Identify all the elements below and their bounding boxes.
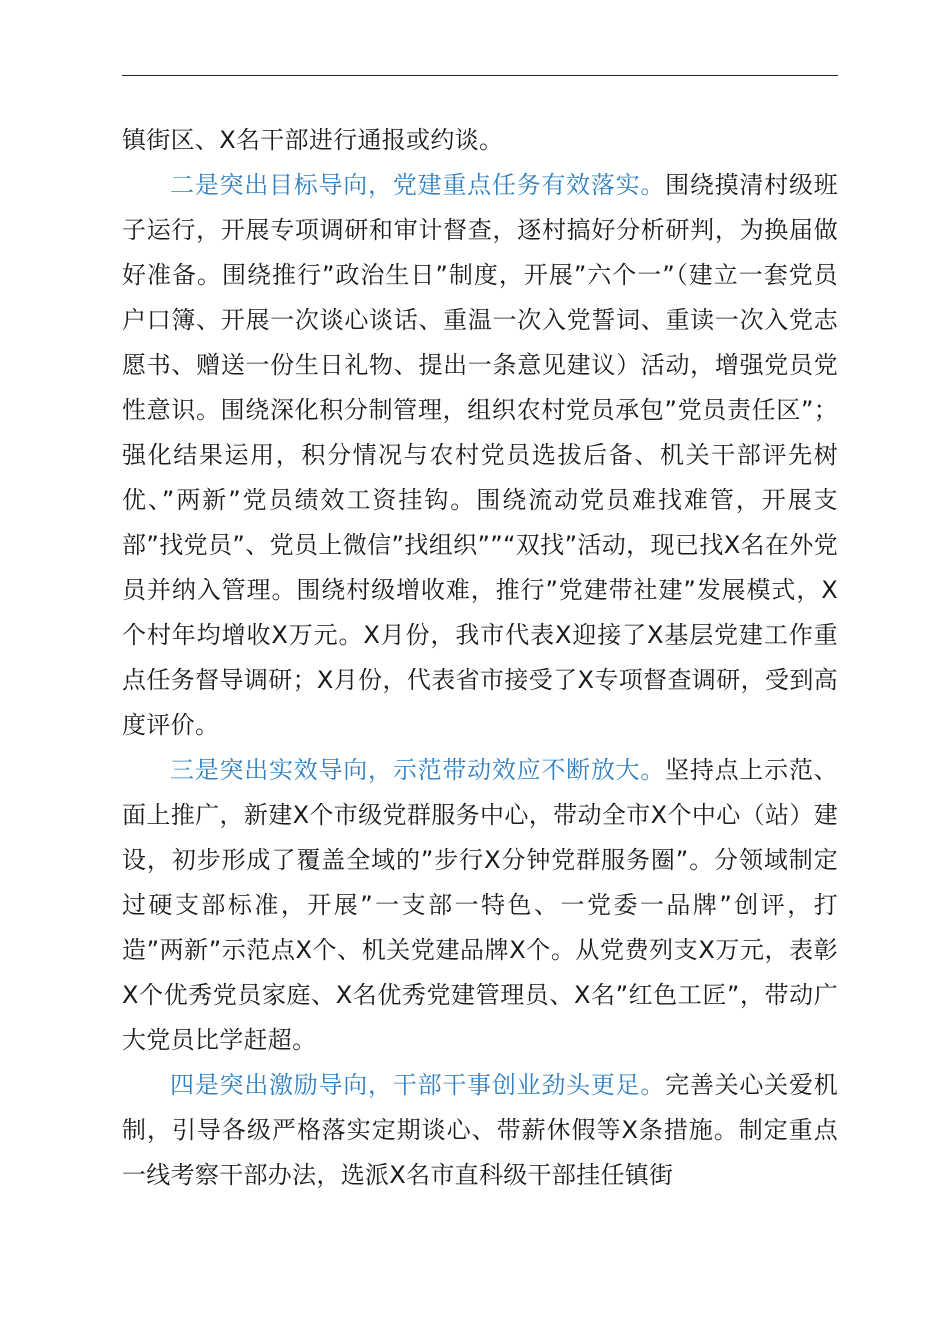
paragraph-incentive-orientation	[122, 1063, 838, 1198]
paragraph-heading: 三是突出实效导向，示范带动效应不断放大。	[170, 756, 666, 784]
paragraph-goal-orientation	[122, 163, 838, 748]
paragraph-heading: 二是突出目标导向，党建重点任务有效落实。	[170, 171, 666, 199]
document-body	[122, 118, 838, 1198]
paragraph-continuation	[122, 118, 838, 163]
paragraph-text: 完善关心关爱机制，引导各级严格落实定期谈心、带薪休假等X条措施。制定重点一线考察干部办法，选派X名市直科级干部挂任镇街	[122, 1071, 838, 1189]
paragraph-text: 坚持点上示范、面上推广，新建X个市级党群服务中心，带动全市X个中心（站）建设，初步形成了覆盖全域的”步行X分钟党群服务圈”。分领域制定过硬支部标准，开展”一支部一特色、一党委一品牌”创评，打造”两新”示范点X个、机关党建品牌X个。从党费列支X万元，表彰X个优秀党员家庭、X名优秀党建管理员、X名”红色工匠”，带动广大党员比学赶超。	[122, 756, 838, 1054]
paragraph-text: 围绕摸清村级班子运行，开展专项调研和审计督查，逐村搞好分析研判，为换届做好准备。围绕推行”政治生日”制度，开展”六个一”（建立一套党员户口簿、开展一次谈心谈话、重温一次入党誓词、重读一次入党志愿书、赠送一份生日礼物、提出一条意见建议）活动，增强党员党性意识。围绕深化积分制管理，组织农村党员承包”党员责任区”；强化结果运用，积分情况与农村党员选拔后备、机关干部评先树优、”两新”党员绩效工资挂钩。围绕流动党员难找难管，开展支部”找党员”、党员上微信”找组织””“双找”活动，现已找X名在外党员并纳入管理。围绕村级增收难，推行”党建带社建”发展模式，X个村年均增收X万元。X月份，我市代表X迎接了X基层党建工作重点任务督导调研；X月份，代表省市接受了X专项督查调研，受到高度评价。	[122, 171, 838, 739]
paragraph-text: 镇街区、X名干部进行通报或约谈。	[122, 126, 504, 154]
paragraph-effect-orientation	[122, 748, 838, 1063]
header-rule	[122, 75, 838, 76]
paragraph-heading: 四是突出激励导向，干部干事创业劲头更足。	[170, 1071, 666, 1099]
